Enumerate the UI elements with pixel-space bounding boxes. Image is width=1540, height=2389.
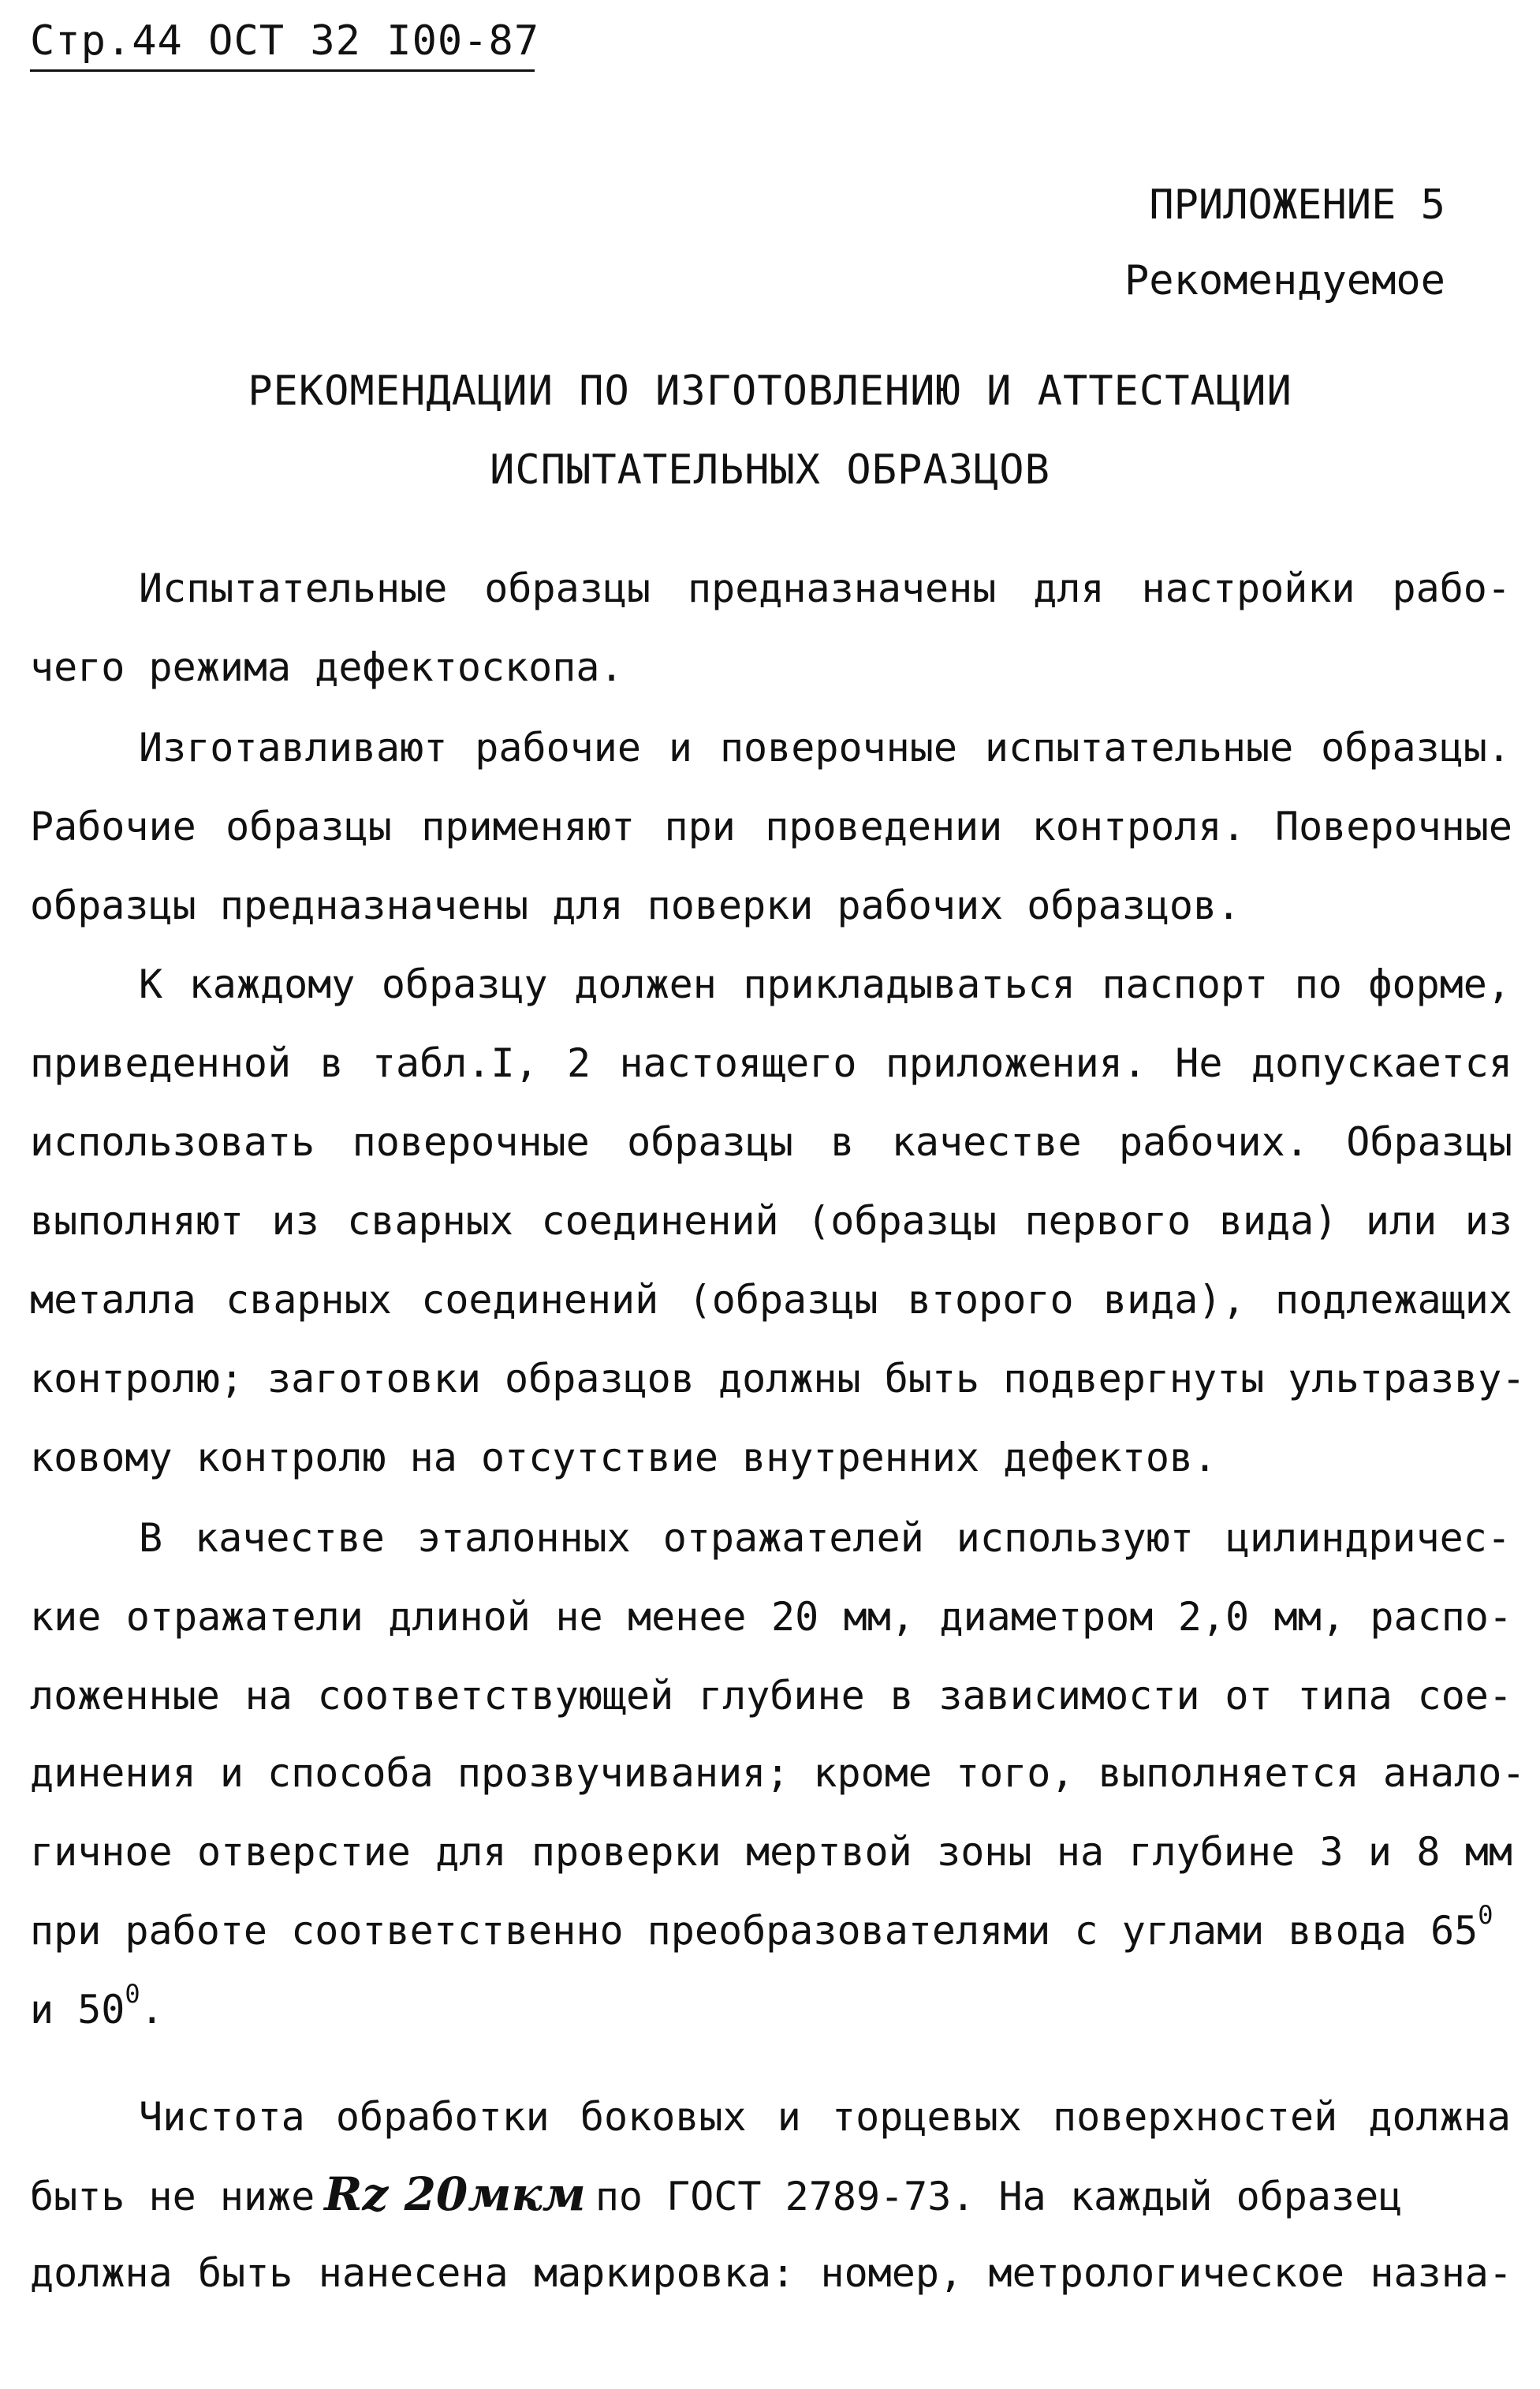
handwritten-roughness-value: Rz 20мкм xyxy=(324,2167,586,2221)
paragraph-2-line-1: Изготавливают рабочие и поверочные испытательные образцы. xyxy=(139,725,1511,771)
paragraph-2-line-2: Рабочие образцы применяют при проведении контроля. Поверочные xyxy=(30,804,1512,849)
paragraph-3-line-2: приведенной в табл.I, 2 настоящего приложения. Не допускается xyxy=(30,1040,1512,1086)
paragraph-4-line-6 xyxy=(30,1900,1512,1954)
degree-superscript-50: 0 xyxy=(125,1979,140,2010)
paragraph-4-line-3: ложенные на соответствующей глубине в зависимости от типа сое- xyxy=(30,1673,1512,1719)
paragraph-4-line-1: В качестве эталонных отражателей используют цилиндричес- xyxy=(139,1515,1511,1561)
paragraph-3-line-5: металла сварных соединений (образцы второго вида), подлежащих xyxy=(30,1277,1512,1323)
paragraph-5-line-2 xyxy=(30,2167,1512,2221)
page-reference: Стр.44 ОСТ 32 I00-87 xyxy=(30,17,540,65)
paragraph-4-line-5: гичное отверстие для проверки мертвой зоны на глубине 3 и 8 мм xyxy=(30,1829,1512,1875)
paragraph-4-line-7 xyxy=(30,1979,1512,2033)
paragraph-4-line-2: кие отражатели длиной не менее 20 мм, диаметром 2,0 мм, распо- xyxy=(30,1594,1512,1640)
paragraph-5-line-2-pre: быть не ниже xyxy=(30,2174,315,2219)
paragraph-5-line-1: Чистота обработки боковых и торцевых поверхностей должна xyxy=(139,2094,1511,2140)
paragraph-5-line-3: должна быть нанесена маркировка: номер, метрологическое назна- xyxy=(30,2250,1512,2296)
appendix-status: Рекомендуемое xyxy=(1124,257,1445,304)
paragraph-3-line-7: ковому контролю на отсутствие внутренних дефектов. xyxy=(30,1435,1217,1480)
document-title-line-1: РЕКОМЕНДАЦИИ ПО ИЗГОТОВЛЕНИЮ И АТТЕСТАЦИИ xyxy=(248,368,1292,415)
document-title-line-2: ИСПЫТАТЕЛЬНЫХ ОБРАЗЦОВ xyxy=(490,446,1050,494)
degree-superscript-65: 0 xyxy=(1478,1900,1493,1931)
header-underline xyxy=(30,69,535,72)
paragraph-1-line-1: Испытательные образцы предназначены для настройки рабо- xyxy=(139,566,1511,611)
appendix-label: ПРИЛОЖЕНИЕ 5 xyxy=(1149,181,1445,229)
paragraph-4-line-4: динения и способа прозвучивания; кроме того, выполняется анало- xyxy=(30,1750,1526,1796)
paragraph-3-line-6: контролю; заготовки образцов должны быть подвергнуты ультразву- xyxy=(30,1356,1526,1402)
paragraph-3-line-3: использовать поверочные образцы в качестве рабочих. Образцы xyxy=(30,1119,1512,1165)
paragraph-3-line-4: выполняют из сварных соединений (образцы первого вида) или из xyxy=(30,1198,1512,1244)
paragraph-4-line-6-text: при работе соответственно преобразователями с углами ввода 65 xyxy=(30,1908,1478,1954)
paragraph-2-line-3: образцы предназначены для поверки рабочих образцов. xyxy=(30,883,1241,928)
paragraph-4-end: . xyxy=(140,1987,164,2033)
paragraph-3-line-1: К каждому образцу должен прикладываться паспорт по форме, xyxy=(139,961,1511,1007)
appendix-block xyxy=(1051,167,1445,319)
page-header xyxy=(30,17,539,65)
paragraph-1-line-2: чего режима дефектоскопа. xyxy=(30,644,624,690)
paragraph-5-line-2-post: по ГОСТ 2789-73. На каждый образец xyxy=(595,2174,1403,2219)
paragraph-4-line-7-text: и 50 xyxy=(30,1987,125,2033)
